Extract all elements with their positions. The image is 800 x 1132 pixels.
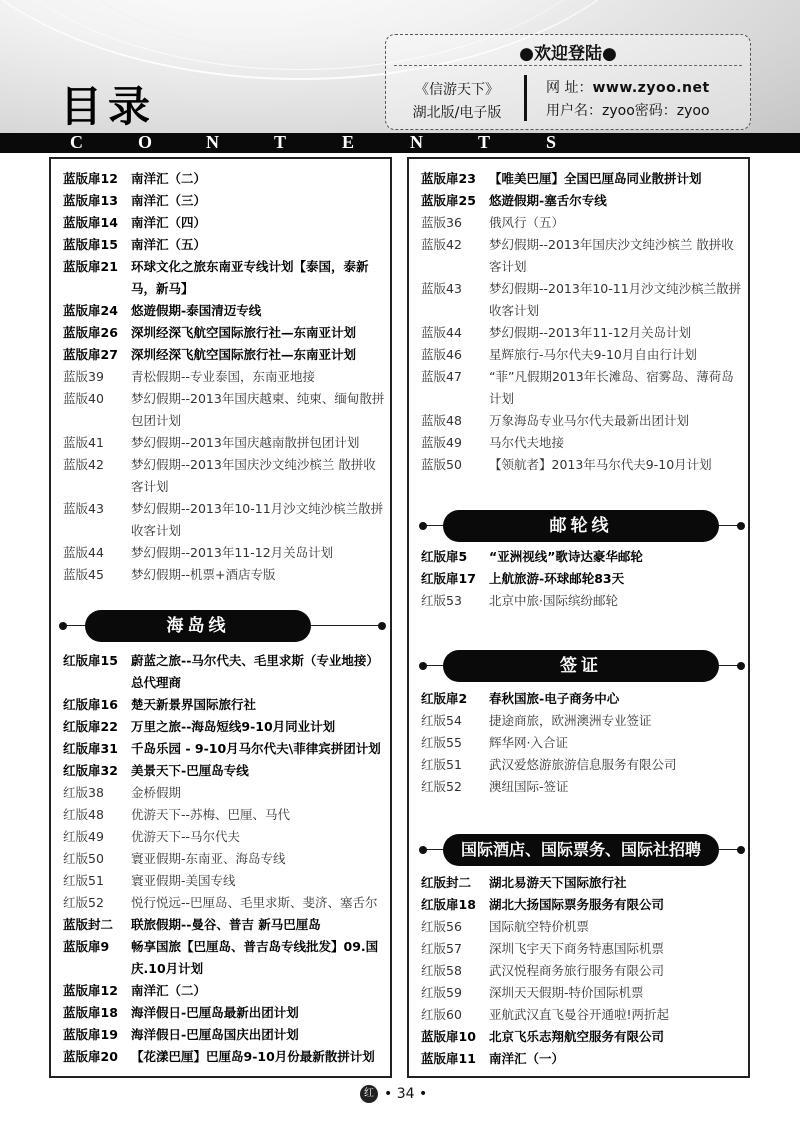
page-code: 红版55 <box>421 735 462 750</box>
entry-title: 南洋汇（一） <box>489 1051 565 1066</box>
page-code: 蓝版扉13 <box>63 193 118 208</box>
list-item[interactable] <box>63 804 385 826</box>
list-item[interactable] <box>421 894 743 916</box>
list-item[interactable] <box>421 982 743 1004</box>
entry-title: 俄风行（五） <box>489 215 565 230</box>
list-item[interactable] <box>63 738 385 760</box>
list-item[interactable] <box>63 300 385 322</box>
page-code: 蓝版扉23 <box>421 171 476 186</box>
entry-title: 梦幻假期--机票+酒店专版 <box>131 567 276 582</box>
list-item[interactable] <box>63 190 385 212</box>
list-right-visa <box>421 688 743 798</box>
contents-letter: O <box>138 132 153 152</box>
list-item[interactable] <box>63 498 385 542</box>
page-code: 蓝版扉21 <box>63 259 118 274</box>
page-code: 蓝版扉12 <box>63 171 118 186</box>
list-item[interactable] <box>63 432 385 454</box>
list-item[interactable] <box>421 1048 743 1070</box>
page-code: 红版扉2 <box>421 691 468 706</box>
page-code: 蓝版42 <box>63 457 104 472</box>
entry-title: 优游天下--马尔代夫 <box>131 829 241 844</box>
list-item[interactable] <box>63 344 385 366</box>
entry-title: 星辉旅行-马尔代夫9-10月自由行计划 <box>489 347 697 362</box>
list-right-top <box>421 168 743 476</box>
page-code: 红版扉15 <box>63 653 118 668</box>
list-item[interactable] <box>421 190 743 212</box>
page-code: 蓝版扉11 <box>421 1051 476 1066</box>
list-right-intl <box>421 872 743 1070</box>
page-code: 红版50 <box>63 851 104 866</box>
section-intl <box>421 828 743 872</box>
entry-title: 武汉爱悠游旅游信息服务有限公司 <box>489 757 677 772</box>
page-code: 红版59 <box>421 985 462 1000</box>
list-item[interactable] <box>421 590 743 612</box>
contents-letter: C <box>70 132 83 152</box>
page-code: 蓝版42 <box>421 237 462 252</box>
entry-title: 联旅假期--曼谷、普吉 新马巴厘岛 <box>131 917 321 932</box>
page-code: 红版48 <box>63 807 104 822</box>
entry-title: 深圳天天假期-特价国际机票 <box>489 985 644 1000</box>
entry-title: 武汉悦程商务旅行服务有限公司 <box>489 963 665 978</box>
list-item[interactable] <box>421 454 743 476</box>
list-item[interactable] <box>63 212 385 234</box>
page-code: 蓝版36 <box>421 215 462 230</box>
entry-title: 金桥假期 <box>131 785 182 800</box>
list-item[interactable] <box>63 1046 385 1068</box>
page-code: 蓝版扉27 <box>63 347 118 362</box>
entry-title: 海洋假日-巴厘岛最新出团计划 <box>131 1005 299 1020</box>
list-item[interactable] <box>421 960 743 982</box>
entry-title: 千岛乐园 - 9-10月马尔代夫\菲律宾拼团计划 <box>131 741 381 756</box>
page-code: 蓝版43 <box>63 501 104 516</box>
list-item[interactable] <box>421 278 743 322</box>
login-info <box>546 77 710 123</box>
section-cruise <box>421 504 743 548</box>
page-header <box>0 0 800 140</box>
list-item[interactable] <box>63 650 385 694</box>
page-code: 蓝版39 <box>63 369 104 384</box>
page-code: 红版51 <box>421 757 462 772</box>
magazine-name: 《信游天下》 <box>415 82 499 98</box>
entry-title: 万里之旅--海岛短线9-10月同业计划 <box>131 719 336 734</box>
list-item[interactable] <box>421 776 743 798</box>
list-item[interactable] <box>421 212 743 234</box>
left-column <box>49 157 392 1078</box>
list-item[interactable] <box>63 564 385 586</box>
page-code: 红版封二 <box>421 875 472 890</box>
entry-title: 南洋汇（五） <box>131 237 207 252</box>
list-item[interactable] <box>63 870 385 892</box>
page-code: 蓝版扉15 <box>63 237 118 252</box>
section-visa <box>421 644 743 688</box>
list-left-top <box>63 168 385 586</box>
page-code: 红版38 <box>63 785 104 800</box>
list-item[interactable] <box>63 782 385 804</box>
list-item[interactable] <box>421 366 743 410</box>
page-code: 蓝版扉18 <box>63 1005 118 1020</box>
list-item[interactable] <box>63 542 385 564</box>
page-code: 红版60 <box>421 1007 462 1022</box>
entry-title: 【领航者】2013年马尔代夫9-10月计划 <box>489 457 712 472</box>
list-item[interactable] <box>63 694 385 716</box>
page-code: 蓝版41 <box>63 435 104 450</box>
contents-letter: S <box>546 132 557 152</box>
page-number <box>360 1085 427 1103</box>
list-item[interactable] <box>421 322 743 344</box>
entry-title: 悠遊假期-塞舌尔专线 <box>489 193 607 208</box>
entry-title: 畅享国旅【巴厘岛、普吉岛专线批发】09.国庆.10月计划 <box>131 939 379 976</box>
contents-letter: T <box>274 132 287 152</box>
entry-title: 青松假期--专业泰国，东南亚地接 <box>131 369 316 384</box>
page-code: 红版扉22 <box>63 719 118 734</box>
page-title: 目录 <box>60 82 157 131</box>
page-code: 红版58 <box>421 963 462 978</box>
page-number-text: • 34 • <box>384 1086 428 1102</box>
entry-title: 万象海岛专业马尔代夫最新出团计划 <box>489 413 690 428</box>
entry-title: 湖北易游天下国际旅行社 <box>489 875 627 890</box>
page-code: 红版扉17 <box>421 571 476 586</box>
entry-title: 澳纽国际-签证 <box>489 779 569 794</box>
entry-title: 梦幻假期--2013年10-11月沙文纯沙槟兰散拼收客计划 <box>489 281 742 318</box>
user-credentials: 用户名：zyoo密码：zyoo <box>546 103 710 119</box>
section-title: 邮轮线 <box>443 510 719 542</box>
entry-title: 深圳经深飞航空国际旅行社—东南亚计划 <box>131 347 357 362</box>
page-code: 蓝版扉19 <box>63 1027 118 1042</box>
entry-title: 楚天新景界国际旅行社 <box>131 697 257 712</box>
contents-letter: E <box>342 132 355 152</box>
entry-title: 深圳飞宇天下商务特惠国际机票 <box>489 941 665 956</box>
login-title: ●欢迎登陆● <box>519 44 617 64</box>
list-item[interactable] <box>421 938 743 960</box>
entry-title: 南洋汇（四） <box>131 215 207 230</box>
list-item[interactable] <box>421 688 743 710</box>
list-item[interactable] <box>421 432 743 454</box>
page-code: 红版扉5 <box>421 549 468 564</box>
list-item[interactable] <box>421 1004 743 1026</box>
list-item[interactable] <box>63 1024 385 1046</box>
login-box <box>385 34 751 130</box>
right-column <box>407 157 750 1078</box>
list-left-island <box>63 650 385 1068</box>
url-value[interactable]: www.zyoo.net <box>592 80 710 96</box>
page-code: 红版52 <box>421 779 462 794</box>
list-item[interactable] <box>63 234 385 256</box>
page-code: 红版53 <box>421 593 462 608</box>
page-code: 蓝版扉20 <box>63 1049 118 1064</box>
list-item[interactable] <box>421 916 743 938</box>
entry-title: 梦幻假期--2013年国庆沙文纯沙槟兰 散拼收客计划 <box>131 457 376 494</box>
section-title: 海岛线 <box>85 610 311 642</box>
entry-title: 梦幻假期--2013年国庆越南散拼包团计划 <box>131 435 360 450</box>
page-code: 蓝版48 <box>421 413 462 428</box>
page-code: 红版49 <box>63 829 104 844</box>
page-code: 蓝版49 <box>421 435 462 450</box>
list-item[interactable] <box>63 826 385 848</box>
page-code: 蓝版扉25 <box>421 193 476 208</box>
contents-letter: N <box>206 132 219 152</box>
list-item[interactable] <box>63 716 385 738</box>
list-item[interactable] <box>421 168 743 190</box>
list-item[interactable] <box>63 388 385 432</box>
entry-title: 悦行悦远--巴厘岛、毛里求斯、斐济、塞舌尔 <box>131 895 378 910</box>
entry-title: 梦幻假期--2013年国庆越柬、纯柬、缅甸散拼包团计划 <box>131 391 385 428</box>
list-item[interactable] <box>421 872 743 894</box>
list-item[interactable] <box>421 710 743 732</box>
list-item[interactable] <box>63 892 385 914</box>
entry-title: 国际航空特价机票 <box>489 919 590 934</box>
entry-title: 环球文化之旅东南亚专线计划【泰国，泰新马，新马】 <box>131 259 369 296</box>
page-code: 蓝版43 <box>421 281 462 296</box>
list-item[interactable] <box>63 366 385 388</box>
entry-title: “亚洲视线”歌诗达豪华邮轮 <box>489 549 643 564</box>
page-code: 蓝版40 <box>63 391 104 406</box>
entry-title: 【花漾巴厘】巴厘岛9-10月份最新散拼计划 <box>131 1049 375 1064</box>
list-item[interactable] <box>63 760 385 782</box>
entry-title: 春秋国旅-电子商务中心 <box>489 691 620 706</box>
list-item[interactable] <box>421 1026 743 1048</box>
list-item[interactable] <box>421 568 743 590</box>
entry-title: 北京中旅·国际缤纷邮轮 <box>489 593 618 608</box>
entry-title: 上航旅游-环球邮轮83天 <box>489 571 625 586</box>
entry-title: 蔚蓝之旅--马尔代夫、毛里求斯（专业地接）总代理商 <box>131 653 379 690</box>
edition-badge: 红 <box>360 1085 378 1103</box>
page-code: 蓝版50 <box>421 457 462 472</box>
entry-title: 辉华网·入合证 <box>489 735 568 750</box>
section-title: 签证 <box>443 650 719 682</box>
page-code: 蓝版扉26 <box>63 325 118 340</box>
page-code: 红版扉18 <box>421 897 476 912</box>
contents-banner <box>0 133 800 153</box>
entry-title: 深圳经深飞航空国际旅行社—东南亚计划 <box>131 325 357 340</box>
list-item[interactable] <box>63 848 385 870</box>
entry-title: 寰亚假期-东南亚、海岛专线 <box>131 851 286 866</box>
list-item[interactable] <box>63 454 385 498</box>
list-item[interactable] <box>63 1002 385 1024</box>
page-code: 蓝版46 <box>421 347 462 362</box>
page-code: 红版扉32 <box>63 763 118 778</box>
entry-title: 捷途商旅，欧洲澳洲专业签证 <box>489 713 652 728</box>
entry-title: 湖北大扬国际票务服务有限公司 <box>489 897 665 912</box>
list-right-cruise <box>421 546 743 612</box>
entry-title: 北京飞乐志翔航空服务有限公司 <box>489 1029 665 1044</box>
entry-title: 梦幻假期--2013年国庆沙文纯沙槟兰 散拼收客计划 <box>489 237 734 274</box>
entry-title: 优游天下--苏梅、巴厘、马代 <box>131 807 291 822</box>
page-code: 蓝版扉14 <box>63 215 118 230</box>
contents-letter: N <box>410 132 423 152</box>
entry-title: 马尔代夫地接 <box>489 435 565 450</box>
page-code: 红版51 <box>63 873 104 888</box>
list-item[interactable] <box>421 546 743 568</box>
page-code: 红版57 <box>421 941 462 956</box>
entry-title: 海洋假日-巴厘岛国庆出团计划 <box>131 1027 299 1042</box>
list-item[interactable] <box>63 936 385 980</box>
list-item[interactable] <box>63 322 385 344</box>
list-item[interactable] <box>63 914 385 936</box>
entry-title: 梦幻假期--2013年11-12月关岛计划 <box>489 325 692 340</box>
entry-title: 美景天下-巴厘岛专线 <box>131 763 249 778</box>
page-code: 蓝版44 <box>421 325 462 340</box>
page-code: 蓝版扉12 <box>63 983 118 998</box>
section-island <box>61 604 384 648</box>
list-item[interactable] <box>63 256 385 300</box>
entry-title: 梦幻假期--2013年10-11月沙文纯沙槟兰散拼收客计划 <box>131 501 384 538</box>
page-code: 蓝版扉9 <box>63 939 110 954</box>
page-code: 蓝版扉10 <box>421 1029 476 1044</box>
contents-letter: T <box>478 132 491 152</box>
page-code: 蓝版44 <box>63 545 104 560</box>
list-item[interactable] <box>421 344 743 366</box>
page-code: 红版52 <box>63 895 104 910</box>
entry-title: 梦幻假期--2013年11-12月关岛计划 <box>131 545 334 560</box>
page-code: 红版扉31 <box>63 741 118 756</box>
page-code: 蓝版封二 <box>63 917 114 932</box>
entry-title: 南洋汇（三） <box>131 193 207 208</box>
list-item[interactable] <box>421 410 743 432</box>
page-code: 红版54 <box>421 713 462 728</box>
entry-title: “菲”凡假期2013年长滩岛、宿雾岛、薄荷岛计划 <box>489 369 734 406</box>
entry-title: 【唯美巴厘】全国巴厘岛同业散拼计划 <box>489 171 702 186</box>
page-code: 蓝版扉24 <box>63 303 118 318</box>
entry-title: 悠遊假期-泰国清迈专线 <box>131 303 262 318</box>
page-code: 红版56 <box>421 919 462 934</box>
entry-title: 南洋汇（二） <box>131 171 207 186</box>
entry-title: 亚航武汉直飞曼谷开通啦!两折起 <box>489 1007 670 1022</box>
url-label: 网 址： <box>546 80 593 96</box>
list-item[interactable] <box>63 168 385 190</box>
entry-title: 南洋汇（二） <box>131 983 207 998</box>
list-item[interactable] <box>63 980 385 1002</box>
section-title: 国际酒店、国际票务、国际社招聘 <box>443 834 719 866</box>
list-item[interactable] <box>421 234 743 278</box>
page-code: 蓝版45 <box>63 567 104 582</box>
magazine-info <box>398 79 516 125</box>
list-item[interactable] <box>421 754 743 776</box>
entry-title: 寰亚假期-美国专线 <box>131 873 236 888</box>
magazine-edition: 湖北版/电子版 <box>412 105 502 121</box>
page-code: 蓝版47 <box>421 369 462 384</box>
list-item[interactable] <box>421 732 743 754</box>
page-code: 红版扉16 <box>63 697 118 712</box>
